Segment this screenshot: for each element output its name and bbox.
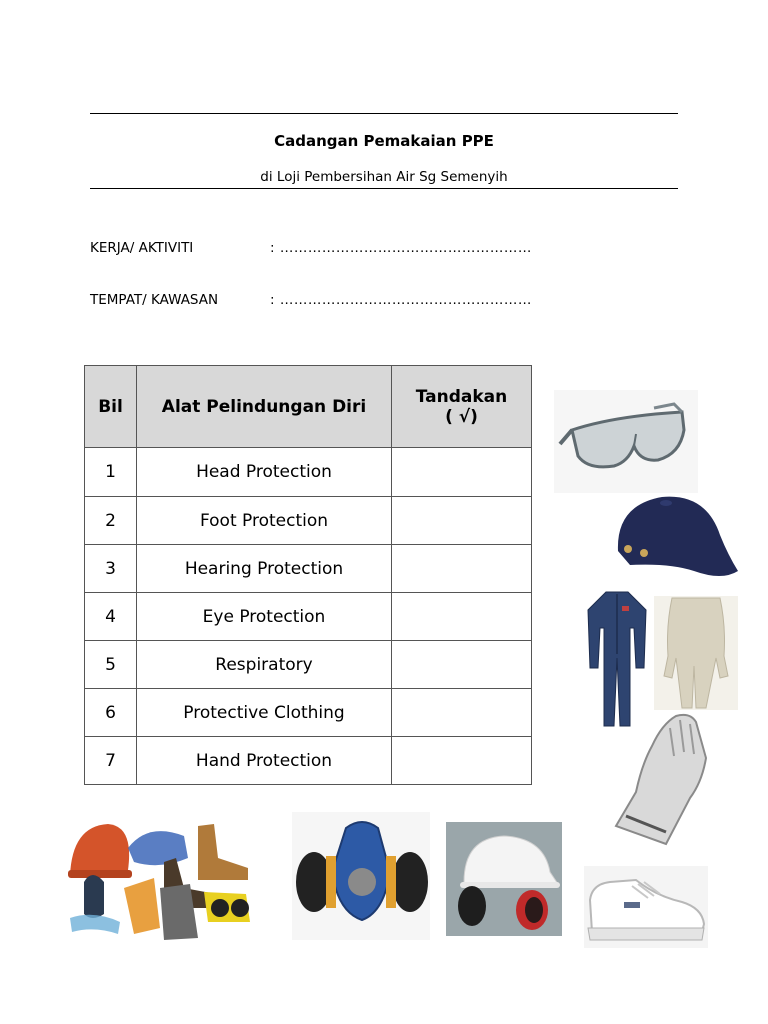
row-number: 1 [85,448,137,497]
helmet-earmuff-image [446,822,562,936]
activity-label: KERJA/ AKTIVITI [90,240,194,256]
row-checkbox[interactable] [392,593,532,641]
header-item: Alat Pelindungan Diri [137,366,392,448]
row-item: Respiratory [137,641,392,689]
row-item: Hand Protection [137,737,392,785]
safety-glasses-image [554,390,698,493]
row-number: 6 [85,689,137,737]
row-checkbox[interactable] [392,641,532,689]
table-row [85,448,532,497]
ppe-table [84,365,532,785]
table-row [85,497,532,545]
table-row [85,593,532,641]
header-mark-symbol: ( √) [445,406,478,427]
respirator-image [292,812,430,940]
table-row [85,737,532,785]
top-rule [90,113,678,114]
table-row [85,689,532,737]
coverall-image [584,588,650,728]
row-checkbox[interactable] [392,448,532,497]
bump-cap-image [610,485,742,590]
welding-glove-image [606,712,714,848]
row-number: 2 [85,497,137,545]
safety-shoe-image [584,866,708,948]
document-title: Cadangan Pemakaian PPE [274,132,494,150]
row-item: Hearing Protection [137,545,392,593]
row-number: 5 [85,641,137,689]
row-item: Protective Clothing [137,689,392,737]
row-number: 3 [85,545,137,593]
activity-field[interactable]: : ……………………………………………… [270,240,532,256]
document-subtitle: di Loji Pembersihan Air Sg Semenyih [260,169,508,185]
body-suit-image [654,596,738,710]
header-mark-label: Tandakan [415,386,508,407]
location-label: TEMPAT/ KAWASAN [90,292,219,308]
row-item: Head Protection [137,448,392,497]
row-number: 7 [85,737,137,785]
row-checkbox[interactable] [392,545,532,593]
table-header-row [85,366,532,448]
row-number: 4 [85,593,137,641]
row-checkbox[interactable] [392,497,532,545]
row-item: Eye Protection [137,593,392,641]
bottom-rule [90,188,678,189]
location-field[interactable]: : ……………………………………………… [270,292,532,308]
row-item: Foot Protection [137,497,392,545]
ppe-collection-image [64,818,260,946]
row-checkbox[interactable] [392,689,532,737]
header-mark [392,366,532,448]
table-row [85,545,532,593]
header-bil: Bil [85,366,137,448]
row-checkbox[interactable] [392,737,532,785]
table-row [85,641,532,689]
